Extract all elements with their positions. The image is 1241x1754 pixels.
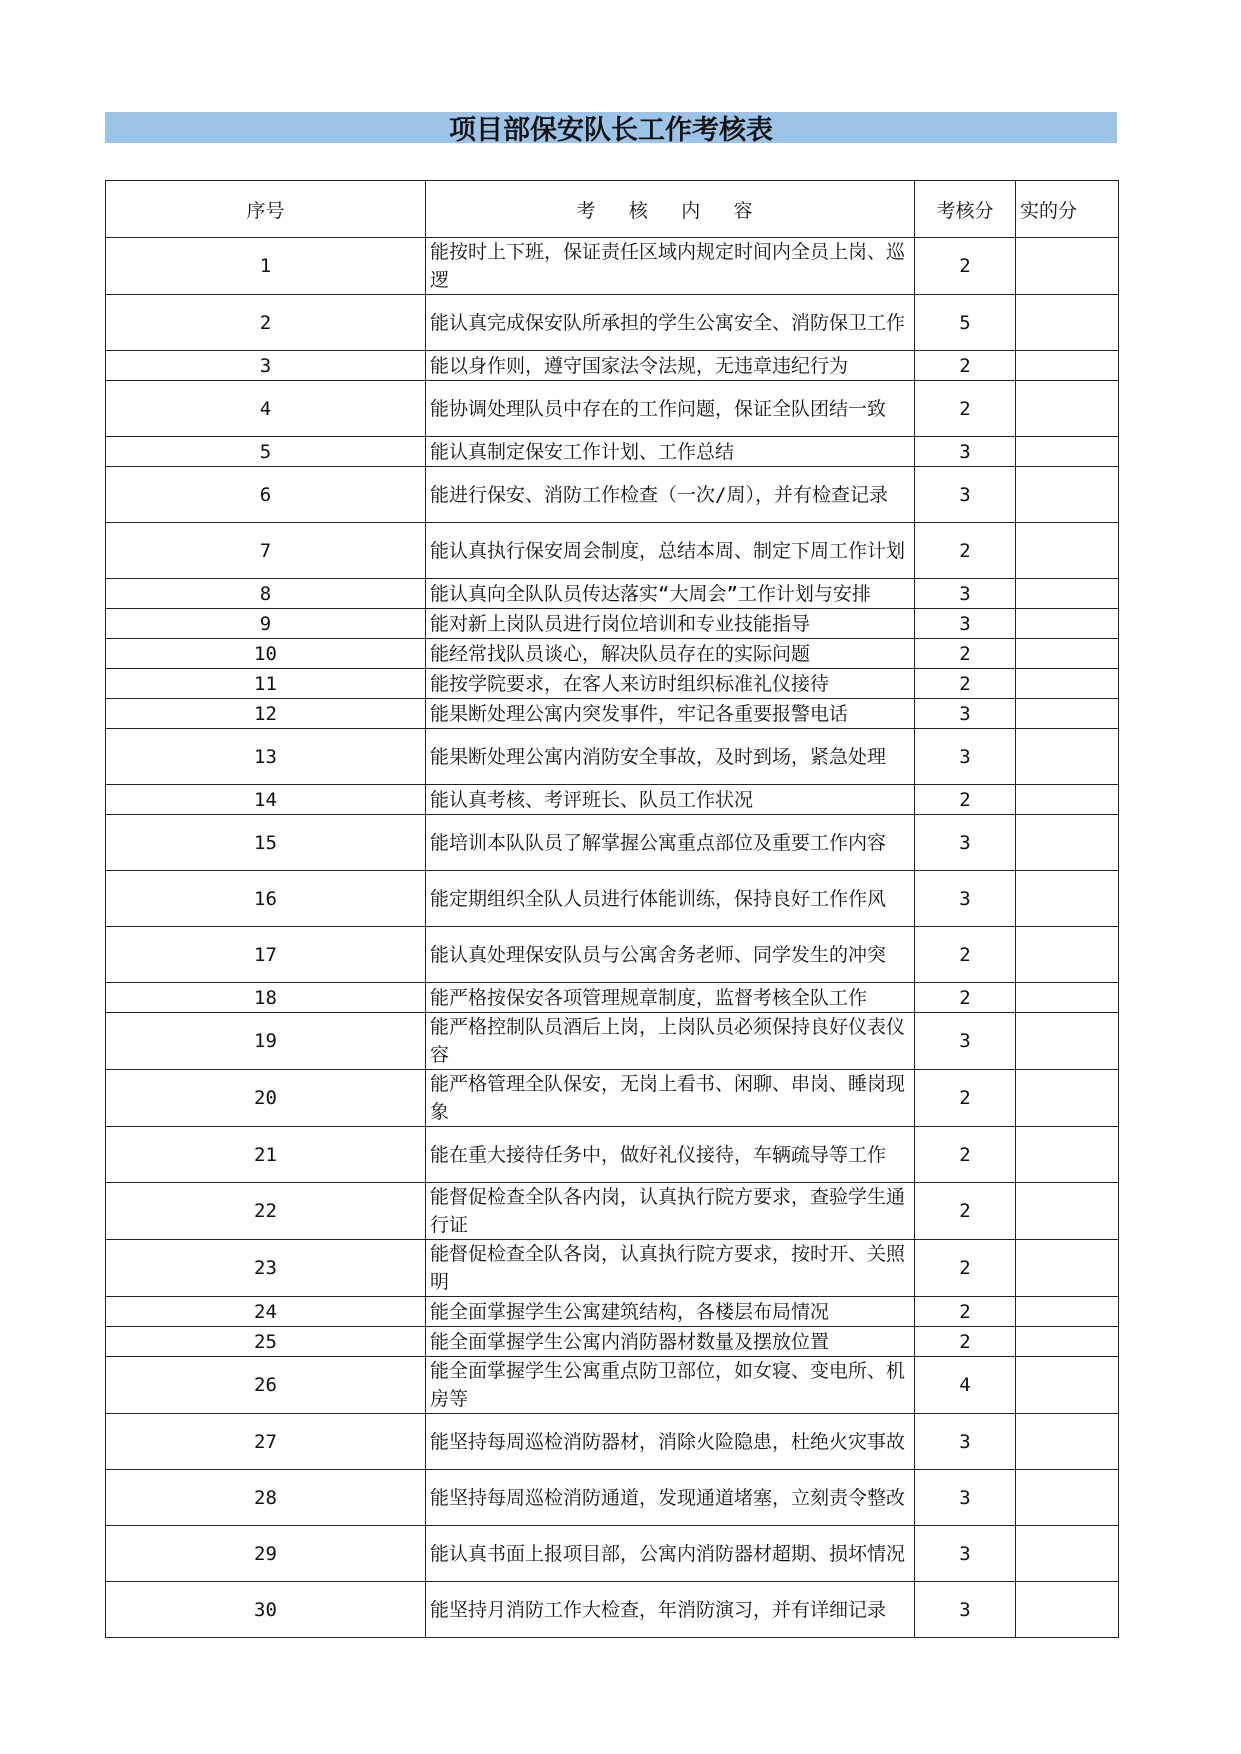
row-actual-score	[1016, 1297, 1119, 1327]
row-content: 能以身作则，遵守国家法令法规，无违章违纪行为	[426, 351, 915, 381]
table-row	[106, 609, 1119, 639]
row-number: 5	[106, 437, 426, 467]
row-actual-score	[1016, 1183, 1119, 1240]
table-row	[106, 669, 1119, 699]
row-number: 26	[106, 1357, 426, 1414]
table-row	[106, 1414, 1119, 1470]
row-content: 能对新上岗队员进行岗位培训和专业技能指导	[426, 609, 915, 639]
row-actual-score	[1016, 1240, 1119, 1297]
row-number: 11	[106, 669, 426, 699]
row-score: 2	[915, 1327, 1016, 1357]
row-score: 3	[915, 815, 1016, 871]
table-row	[106, 983, 1119, 1013]
assessment-table	[105, 180, 1119, 1638]
row-content: 能经常找队员谈心，解决队员存在的实际问题	[426, 639, 915, 669]
table-row	[106, 815, 1119, 871]
row-actual-score	[1016, 1526, 1119, 1582]
row-content: 能认真执行保安周会制度，总结本周、制定下周工作计划	[426, 523, 915, 579]
table-row	[106, 1240, 1119, 1297]
row-content: 能全面掌握学生公寓内消防器材数量及摆放位置	[426, 1327, 915, 1357]
row-actual-score	[1016, 639, 1119, 669]
row-number: 6	[106, 467, 426, 523]
row-content: 能进行保安、消防工作检查（一次/周），并有检查记录	[426, 467, 915, 523]
row-number: 1	[106, 238, 426, 295]
table-row	[106, 295, 1119, 351]
row-content: 能严格控制队员酒后上岗，上岗队员必须保持良好仪表仪容	[426, 1013, 915, 1070]
row-number: 28	[106, 1470, 426, 1526]
row-actual-score	[1016, 381, 1119, 437]
table-row	[106, 1526, 1119, 1582]
table-row	[106, 523, 1119, 579]
row-content: 能果断处理公寓内消防安全事故，及时到场，紧急处理	[426, 729, 915, 785]
header-score: 考核分	[915, 181, 1016, 238]
row-actual-score	[1016, 238, 1119, 295]
row-content: 能认真考核、考评班长、队员工作状况	[426, 785, 915, 815]
row-score: 2	[915, 238, 1016, 295]
row-actual-score	[1016, 523, 1119, 579]
row-score: 3	[915, 1582, 1016, 1638]
row-score: 3	[915, 437, 1016, 467]
row-actual-score	[1016, 351, 1119, 381]
row-number: 21	[106, 1127, 426, 1183]
row-number: 27	[106, 1414, 426, 1470]
row-number: 12	[106, 699, 426, 729]
table-row	[106, 437, 1119, 467]
row-content: 能全面掌握学生公寓建筑结构，各楼层布局情况	[426, 1297, 915, 1327]
row-actual-score	[1016, 1470, 1119, 1526]
row-content: 能认真书面上报项目部，公寓内消防器材超期、损坏情况	[426, 1526, 915, 1582]
table-row	[106, 785, 1119, 815]
row-score: 3	[915, 871, 1016, 927]
row-number: 4	[106, 381, 426, 437]
row-number: 10	[106, 639, 426, 669]
row-content: 能严格按保安各项管理规章制度，监督考核全队工作	[426, 983, 915, 1013]
table-row	[106, 699, 1119, 729]
row-number: 23	[106, 1240, 426, 1297]
row-content: 能定期组织全队人员进行体能训练，保持良好工作作风	[426, 871, 915, 927]
row-actual-score	[1016, 295, 1119, 351]
table-row	[106, 871, 1119, 927]
row-actual-score	[1016, 815, 1119, 871]
row-number: 14	[106, 785, 426, 815]
table-body	[106, 238, 1119, 1638]
header-no: 序号	[106, 181, 426, 238]
row-number: 17	[106, 927, 426, 983]
table-row	[106, 467, 1119, 523]
table-row	[106, 1327, 1119, 1357]
row-score: 3	[915, 467, 1016, 523]
row-score: 2	[915, 983, 1016, 1013]
row-actual-score	[1016, 871, 1119, 927]
row-score: 3	[915, 1470, 1016, 1526]
row-score: 5	[915, 295, 1016, 351]
header-content: 考 核 内 容	[426, 181, 915, 238]
row-content: 能在重大接待任务中，做好礼仪接待，车辆疏导等工作	[426, 1127, 915, 1183]
row-number: 9	[106, 609, 426, 639]
row-content: 能坚持月消防工作大检查，年消防演习，并有详细记录	[426, 1582, 915, 1638]
row-actual-score	[1016, 1127, 1119, 1183]
row-score: 3	[915, 1013, 1016, 1070]
row-score: 2	[915, 381, 1016, 437]
header-actual: 实的分	[1016, 181, 1119, 238]
row-score: 3	[915, 1526, 1016, 1582]
table-row	[106, 238, 1119, 295]
row-content: 能果断处理公寓内突发事件，牢记各重要报警电话	[426, 699, 915, 729]
table-row	[106, 1357, 1119, 1414]
row-content: 能按学院要求，在客人来访时组织标准礼仪接待	[426, 669, 915, 699]
row-number: 18	[106, 983, 426, 1013]
row-content: 能严格管理全队保安，无岗上看书、闲聊、串岗、睡岗现象	[426, 1070, 915, 1127]
table-row	[106, 1582, 1119, 1638]
row-content: 能协调处理队员中存在的工作问题，保证全队团结一致	[426, 381, 915, 437]
row-score: 2	[915, 1240, 1016, 1297]
row-number: 2	[106, 295, 426, 351]
row-actual-score	[1016, 785, 1119, 815]
row-score: 4	[915, 1357, 1016, 1414]
table-row	[106, 351, 1119, 381]
row-score: 2	[915, 1183, 1016, 1240]
row-number: 13	[106, 729, 426, 785]
row-number: 7	[106, 523, 426, 579]
row-actual-score	[1016, 1357, 1119, 1414]
row-score: 2	[915, 1127, 1016, 1183]
row-actual-score	[1016, 669, 1119, 699]
row-score: 2	[915, 639, 1016, 669]
row-score: 3	[915, 579, 1016, 609]
table-row	[106, 579, 1119, 609]
header-row	[106, 181, 1119, 238]
table-row	[106, 639, 1119, 669]
row-number: 20	[106, 1070, 426, 1127]
row-score: 3	[915, 729, 1016, 785]
row-actual-score	[1016, 983, 1119, 1013]
row-number: 25	[106, 1327, 426, 1357]
row-content: 能督促检查全队各内岗，认真执行院方要求，查验学生通行证	[426, 1183, 915, 1240]
row-actual-score	[1016, 1414, 1119, 1470]
row-content: 能督促检查全队各岗，认真执行院方要求，按时开、关照明	[426, 1240, 915, 1297]
row-number: 22	[106, 1183, 426, 1240]
row-content: 能坚持每周巡检消防器材，消除火险隐患，杜绝火灾事故	[426, 1414, 915, 1470]
row-score: 3	[915, 609, 1016, 639]
row-number: 15	[106, 815, 426, 871]
table-row	[106, 1013, 1119, 1070]
row-content: 能坚持每周巡检消防通道，发现通道堵塞，立刻责令整改	[426, 1470, 915, 1526]
row-actual-score	[1016, 437, 1119, 467]
row-number: 8	[106, 579, 426, 609]
row-actual-score	[1016, 927, 1119, 983]
row-actual-score	[1016, 1013, 1119, 1070]
row-number: 29	[106, 1526, 426, 1582]
row-content: 能培训本队队员了解掌握公寓重点部位及重要工作内容	[426, 815, 915, 871]
row-content: 能全面掌握学生公寓重点防卫部位，如女寝、变电所、机房等	[426, 1357, 915, 1414]
row-content: 能认真制定保安工作计划、工作总结	[426, 437, 915, 467]
table-row	[106, 1470, 1119, 1526]
table-row	[106, 1070, 1119, 1127]
row-score: 3	[915, 1414, 1016, 1470]
row-actual-score	[1016, 729, 1119, 785]
row-number: 24	[106, 1297, 426, 1327]
row-actual-score	[1016, 1582, 1119, 1638]
row-score: 2	[915, 351, 1016, 381]
row-score: 2	[915, 523, 1016, 579]
row-content: 能认真向全队队员传达落实“大周会”工作计划与安排	[426, 579, 915, 609]
table-row	[106, 1297, 1119, 1327]
row-number: 30	[106, 1582, 426, 1638]
row-content: 能认真处理保安队员与公寓舍务老师、同学发生的冲突	[426, 927, 915, 983]
row-actual-score	[1016, 1070, 1119, 1127]
row-score: 3	[915, 699, 1016, 729]
row-score: 2	[915, 927, 1016, 983]
table-row	[106, 381, 1119, 437]
row-actual-score	[1016, 699, 1119, 729]
row-actual-score	[1016, 609, 1119, 639]
row-actual-score	[1016, 1327, 1119, 1357]
row-actual-score	[1016, 579, 1119, 609]
row-number: 19	[106, 1013, 426, 1070]
row-number: 3	[106, 351, 426, 381]
row-actual-score	[1016, 467, 1119, 523]
row-content: 能认真完成保安队所承担的学生公寓安全、消防保卫工作	[426, 295, 915, 351]
row-number: 16	[106, 871, 426, 927]
sheet-title: 项目部保安队长工作考核表	[105, 112, 1117, 143]
row-content: 能按时上下班，保证责任区域内规定时间内全员上岗、巡逻	[426, 238, 915, 295]
table-row	[106, 927, 1119, 983]
row-score: 2	[915, 669, 1016, 699]
row-score: 2	[915, 1297, 1016, 1327]
table-row	[106, 729, 1119, 785]
row-score: 2	[915, 1070, 1016, 1127]
table-row	[106, 1183, 1119, 1240]
table-row	[106, 1127, 1119, 1183]
row-score: 2	[915, 785, 1016, 815]
